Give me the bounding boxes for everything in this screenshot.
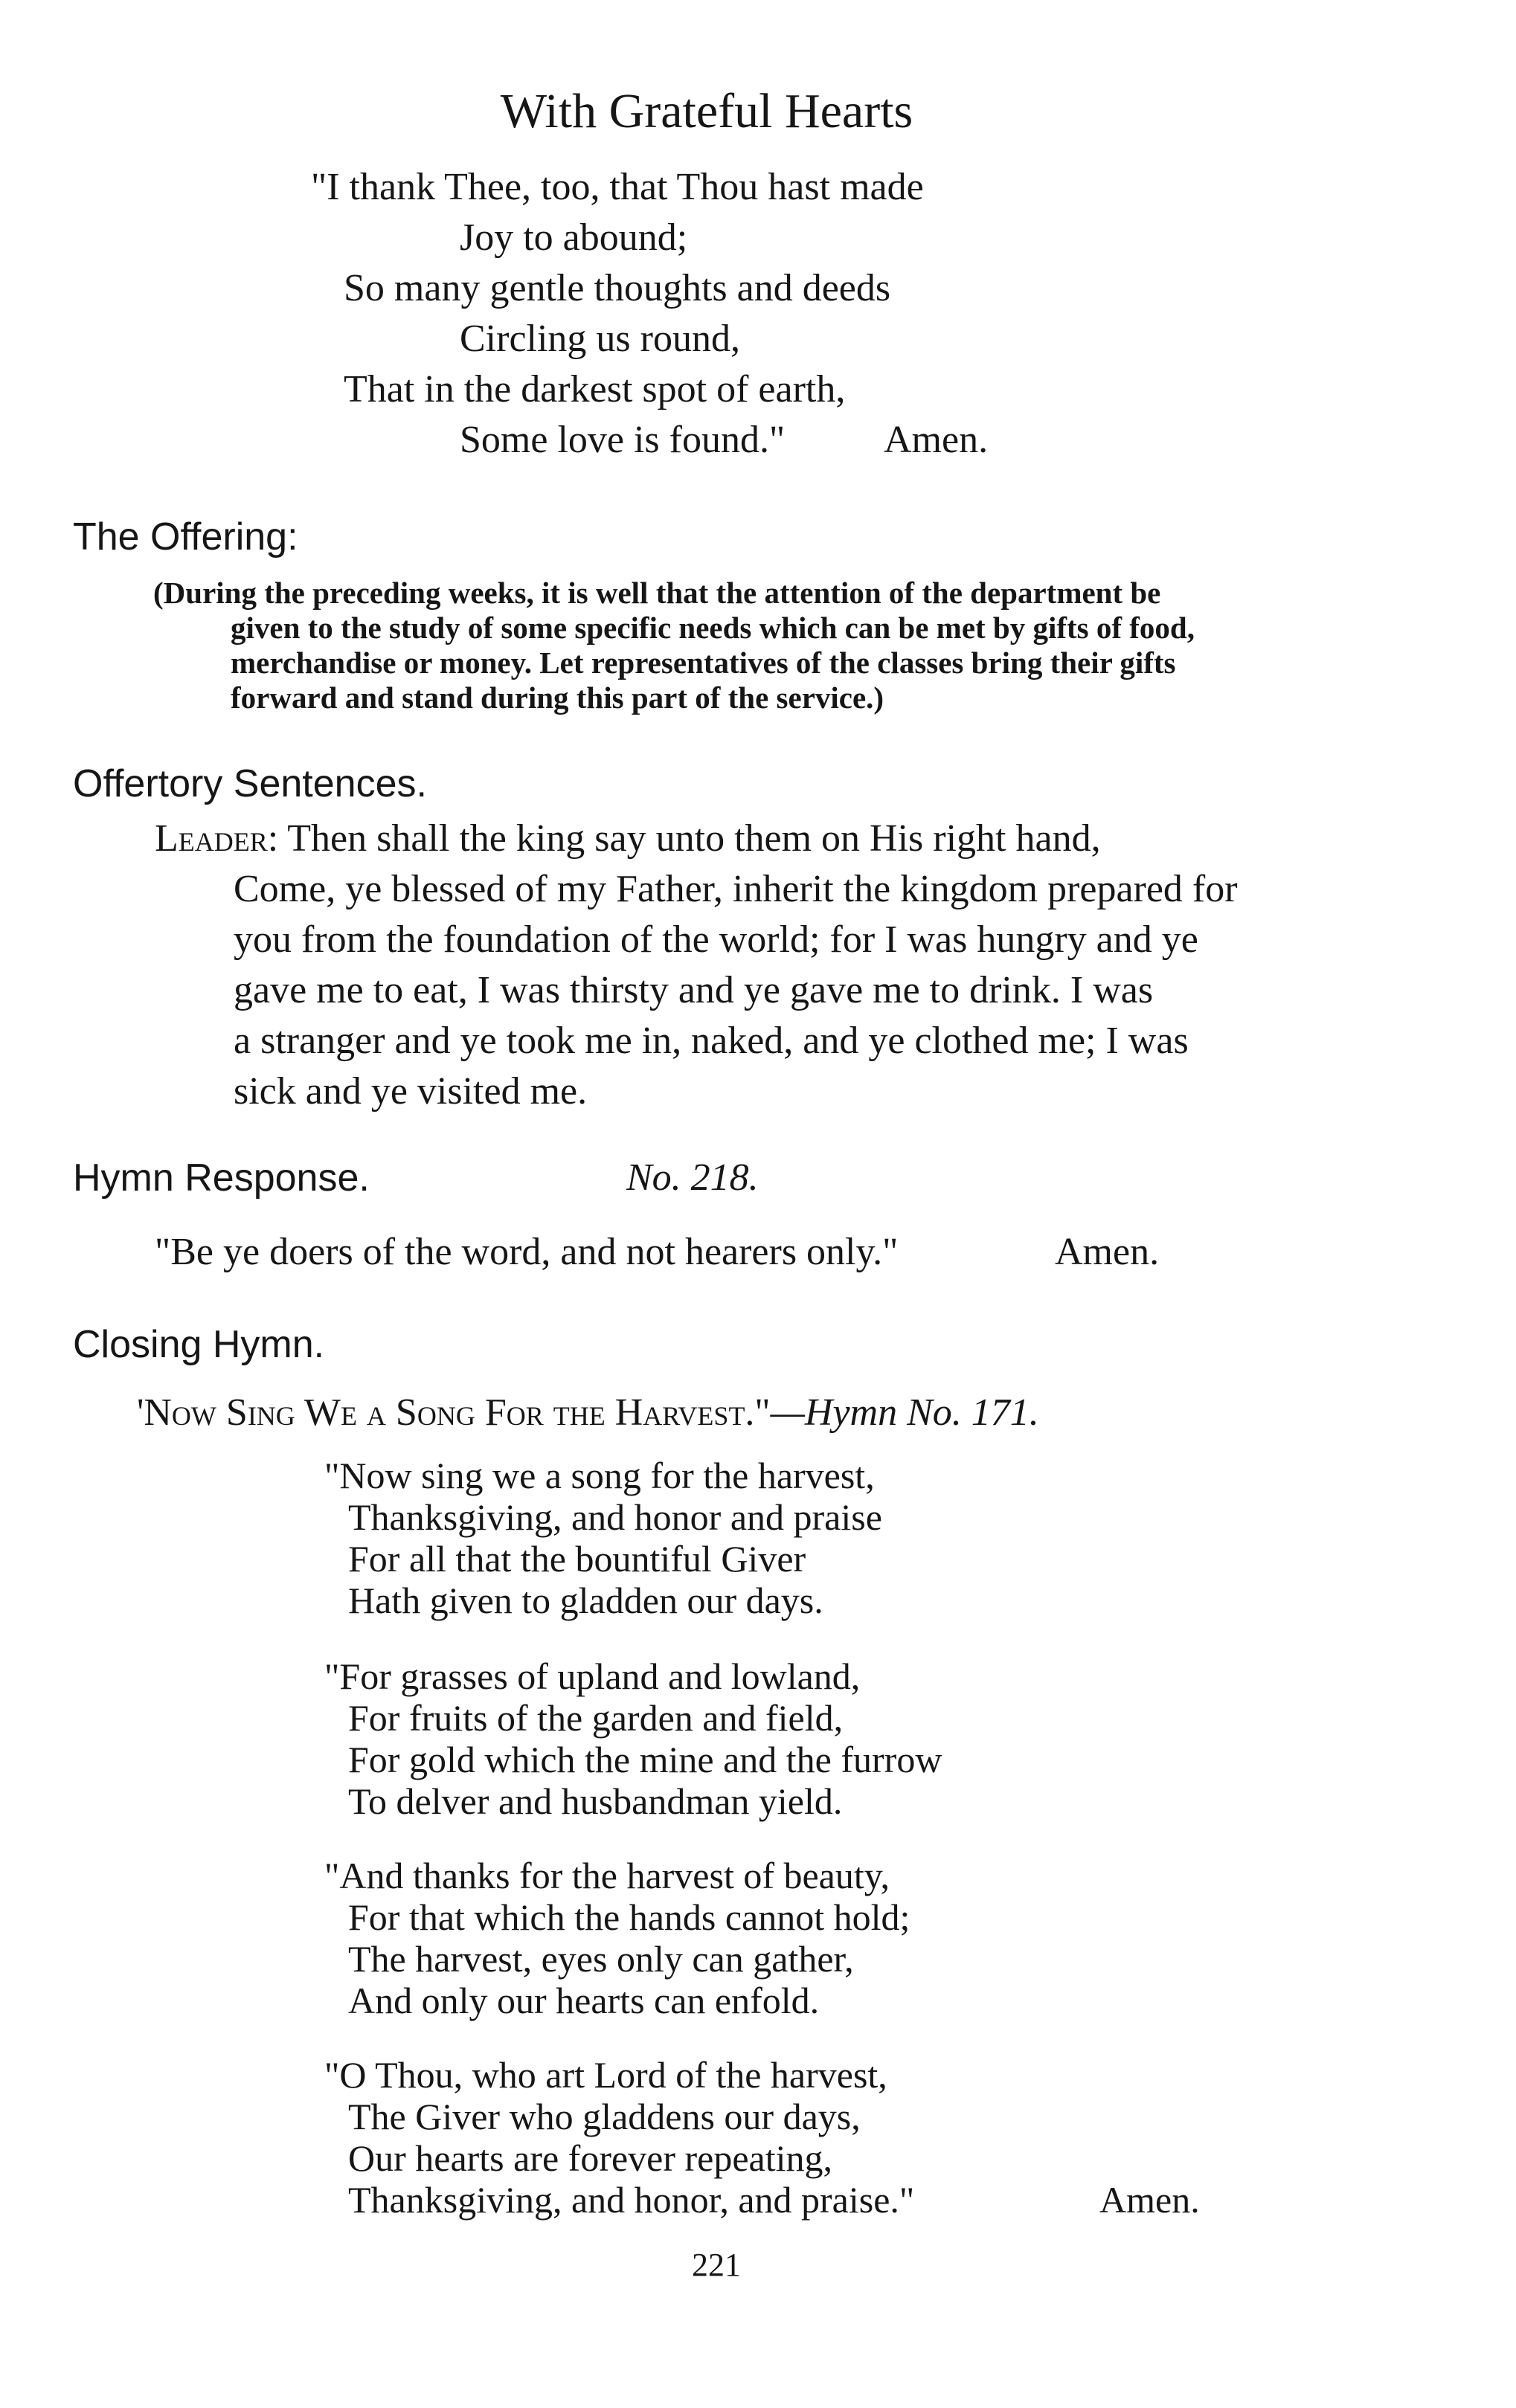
offertory-speaker: Leader <box>155 817 268 860</box>
opening-verse-line-5: That in the darkest spot of earth, <box>344 368 846 411</box>
hymn-response-heading: Hymn Response. <box>73 1156 370 1200</box>
stanza-2-line-3: For gold which the mine and the furrow <box>348 1739 942 1780</box>
stanza-3-line-1: "And thanks for the harvest of beauty, <box>324 1855 890 1896</box>
opening-verse-amen: Amen. <box>884 419 989 461</box>
offertory-text <box>155 814 1238 1117</box>
closing-hymn-title: 'Now Sing We a Song For the Harvest." <box>137 1391 771 1434</box>
offering-note <box>153 576 1195 715</box>
offering-note-line-3: merchandise or money. Let representatives of the classes bring their gifts <box>231 646 1176 680</box>
stanza-3-line-3: The harvest, eyes only can gather, <box>348 1938 854 1980</box>
hymn-response-amen: Amen. <box>1055 1231 1160 1273</box>
hymn-stanza-1 <box>324 1455 882 1621</box>
offertory-first-line: Leader: Then shall the king say unto them on His right hand, <box>155 817 1101 860</box>
opening-verse-line-4: Circling us round, <box>460 318 740 360</box>
stanza-2-line-1: "For grasses of upland and lowland, <box>324 1655 861 1697</box>
stanza-1-line-4: Hath given to gladden our days. <box>348 1580 823 1621</box>
hymn-response-text: "Be ye doers of the word, and not hearers only." <box>155 1231 899 1273</box>
offering-note-line-2: given to the study of some specific needs which can be met by gifts of food, <box>231 611 1195 645</box>
stanza-1-line-3: For all that the bountiful Giver <box>348 1538 806 1580</box>
offering-note-line-1: (During the preceding weeks, it is well that the attention of the department be <box>153 576 1161 610</box>
stanza-4-line-4: Thanksgiving, and honor, and praise." <box>348 2179 915 2221</box>
opening-verse-line-6: Some love is found." <box>460 419 786 461</box>
closing-hymn-amen: Amen. <box>1099 2179 1200 2221</box>
opening-verse-line-2: Joy to abound; <box>460 216 688 259</box>
offertory-line-5: a stranger and ye took me in, naked, and ye clothed me; I was <box>234 1020 1189 1062</box>
hymn-stanza-3 <box>324 1855 910 2021</box>
stanza-1-line-2: Thanksgiving, and honor and praise <box>348 1496 882 1538</box>
stanza-3-line-4: And only our hearts can enfold. <box>348 1980 820 2021</box>
hymn-response-number: No. 218. <box>626 1156 759 1199</box>
offering-heading: The Offering: <box>73 515 298 558</box>
page-title: With Grateful Hearts <box>500 84 913 138</box>
stanza-2-line-4: To delver and husbandman yield. <box>348 1780 843 1822</box>
offertory-line-4: gave me to eat, I was thirsty and ye gave me to drink. I was <box>234 969 1154 1011</box>
offertory-line-2: Come, ye blessed of my Father, inherit the kingdom prepared for <box>234 868 1238 910</box>
page-number: 221 <box>692 2247 741 2283</box>
hymn-stanza-2 <box>324 1655 942 1822</box>
hymn-stanza-4 <box>324 2054 914 2221</box>
stanza-4-line-3: Our hearts are forever repeating, <box>348 2137 833 2179</box>
stanza-1-line-1: "Now sing we a song for the harvest, <box>324 1455 875 1496</box>
offering-note-line-4: forward and stand during this part of the service.) <box>231 680 884 715</box>
offertory-heading: Offertory Sentences. <box>73 762 427 805</box>
stanza-3-line-2: For that which the hands cannot hold; <box>348 1896 910 1938</box>
stanza-2-line-2: For fruits of the garden and field, <box>348 1697 844 1739</box>
stanza-4-line-2: The Giver who gladdens our days, <box>348 2096 861 2137</box>
closing-hymn-reference: —Hymn No. 171. <box>770 1391 1039 1434</box>
offertory-line-6: sick and ye visited me. <box>234 1070 588 1113</box>
offertory-line-3: you from the foundation of the world; for I was hungry and ye <box>234 918 1198 961</box>
opening-verse-line-1: "I thank Thee, too, that Thou hast made <box>311 166 924 208</box>
opening-verse-line-3: So many gentle thoughts and deeds <box>344 267 891 309</box>
closing-hymn-title-line <box>137 1388 1039 1438</box>
closing-hymn-heading: Closing Hymn. <box>73 1323 325 1366</box>
stanza-4-line-1: "O Thou, who art Lord of the harvest, <box>324 2054 887 2096</box>
